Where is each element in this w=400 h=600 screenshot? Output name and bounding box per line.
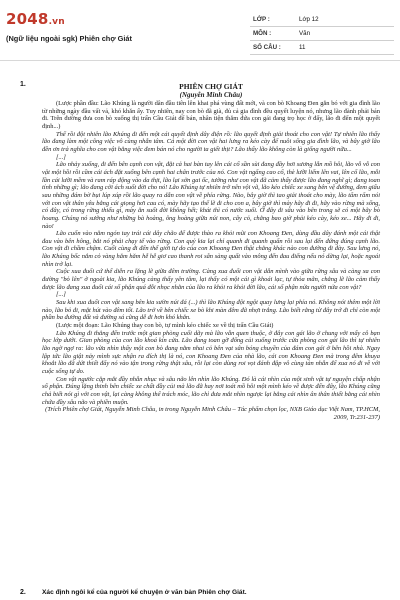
meta-key: MÔN :: [250, 27, 296, 41]
passage-paragraph: (Lược phần đầu: Lão Khúng là người dân đầu tiên lên khai phá vùng đất mới, và con bò Khoang Đen gắn bó với gia đình lão từ những ngày đầu vất vả, khó khăn ấy. Tuy nhiên, nay con bò đã già, đủ cả gia đình đều quyết luyện nó, nhưng lão đành phải bán đi. Trên đường đưa con bò xuống thị trấn Cầu Giát để bán, nhân tiện thăm đứa con gái đang trọ học ở đấy, lão đi đến một quyết định...): [42, 100, 380, 130]
meta-key: SỐ CÂU :: [250, 41, 296, 55]
passage-paragraph: Cuộc xua đuổi cứ thế diễn ra lặng lẽ giữa đêm trường. Càng xua đuổi con vật dẫn mình vào giữa rừng sâu và càng xa con đường "bỏ lên" ở ngoài kia, lão Khúng càng thấy yên tâm, lại thấy có một cái gì khoái lạc, tự thỏa mãn, chẳng lẽ lão cảm thấy được lão đang xua đuổi cái số phận quá đỗi nhọc nhằn của lão ra khỏi ra khỏi đời lão, cái số phận nửa người nửa con vật?: [42, 268, 380, 291]
meta-key: LỚP :: [250, 13, 296, 27]
question-number: 1.: [20, 81, 26, 88]
meta-row-question-count: [250, 41, 394, 55]
passage-paragraph: Lão cuốn vào năm ngón tay trái cái dây chão để được thào ra khỏi mũi con Khoang Đen, dùng đầu dây đánh một cái thật đau vào bên hông, bắt nó phải chạy tế vào rừng. Con quỷ kia lại chỉ quanh đi quanh quẩn rồi sau lại đến đứng đúng cạnh lão. Con vật đi chầm chậm. Cuối cùng đi đến thế giới tự do của con Khoang Đen thật chẳng khác nào con đường đi đày. Sau lưng nó, lão Khúng bốc nắm cỏ vàng hăm hăm hễ hễ giơ cao thanh roi sẵn sàng quất vào mông đến đau điếng nếu nó dừng lại, hoặc ngoái nhìn trở lại.: [42, 230, 380, 268]
question-number: 2.: [20, 589, 26, 596]
header-divider: [0, 60, 400, 61]
passage-paragraph: Thế rồi đột nhiên lão Khúng đi đến một cái quyết định dây điện rồ: lão quyết định giải thoát cho con vật! Tự nhiên lão thấy lão đang làm một công việc vô cùng nhẫn tâm. Cả một đời con vật hai lưng ra kéo cày để nuôi sống gia đình lão, và bây giờ lão đền ơn trả nghĩa cho con vật bằng việc đem bán nó cho người ta giết thịt? Lão thấy lão không còn là giống người nữa...: [42, 130, 380, 153]
meta-row-subject: [250, 27, 394, 41]
meta-value: Văn: [296, 27, 394, 41]
meta-table: [250, 13, 394, 55]
site-logo[interactable]: 2048.vn: [6, 10, 65, 28]
passage-title: PHIÊN CHỢ GIÁT: [179, 82, 243, 91]
passage-paragraph: Con vật ngước cặp mắt đầy nhẫn nhục và sâu não lên nhìn lão Khúng. Đó là cái nhìn của một sinh vật tự nguyện chấp nhận số phận. Đúng lặng thinh bên chiếc xe chất đầy củi mà lão đã hay nơi toát mồ hôi một mình kéo về được đến đây, lão Khúng cũng chả biết nói gì với con vật, lại càng không thể trách móc, lão chỉ đưa mắt nhìn ngược lại bằng cái nhìn ân thân thiết bằng cái nhìn chứa đầy sâu não và phiền muộn.: [42, 375, 380, 406]
page-subtitle: (Ngữ liệu ngoài sgk) Phiên chợ Giát: [6, 34, 132, 43]
question-text: Xác định ngôi kể của người kể chuyện ở văn bản Phiên chợ Giát.: [42, 589, 247, 596]
passage-paragraph: Lão nhảy xuống, đi đến bên cạnh con vật, đặt cả hai bàn tay lên cái cổ sần sùi đang đầy hơi sương lẫn mồ hôi, lão vỗ vỗ con vật một hồi rồi cầm cái ách đặt xuống bên cạnh hai chân trước của nó. Con vật ngẩng cao cổ, thè lưỡi liếm lên vai, lên cổ lão, mỗi lần cái lưỡi mềm và ram ráp động vào da thịt, lão lại sởn gai ốc, tưởng như con vật đã cảm thấy được lão đang nghĩ gì; đang toan tính những gì; lão đang cởi ách suốt đời cho nó! Lão Khúng tự nhiên trở nên vội vã, lão kéo chiếc xe sang bên vệ đường, đem giấu sau những đám bờ bụi lúp xúp rồi lão quay ra dẫn con vật về phía rừng. Nào, bây giờ thì tao giải thoát cho mày, lão tẩm rẩm nói với con vật thân yêu bằng cái giọng hơi cau có, mày hãy tạo thế lẽ đi cho con a, bây giờ thì mày hãy đi đi, hãy vào rừng mà sống, có đây, có trong rừng thiếu gì, mày ăn suốt đời không hết; khát thì có nước suối. Ở đây đi sâu vào bên trong sẽ có một bãy bò hoang. Chúng nó sướng như những bà hoàng, ông hoàng giữa núi non, cây cỏ, chẳng bao giờ phải kéo cày, kéo xe... Hãy đi đi, nào!: [42, 161, 380, 230]
passage-paragraph: [...]: [56, 291, 66, 299]
meta-value: Lớp 12: [296, 13, 394, 27]
meta-row-class: [250, 13, 394, 27]
passage-paragraph: Lão Khúng đi thẳng đến trước một gian phòng cuối dãy mà lão vẫn quen thuộc, ở đây con gái lão ở chung với mấy cô bạn học lớp dưới. Gian phòng của con lão khoá kín cửa. Lão đang toan gỡ đống củi xuống trước cửa phòng con gái lão thì tự nhiên lão ngờ ngợ ra: lão vừa nhìn thấy một con bò đang nằm nhai cỏ bên vạt sân bóng chuyền của đám con gái ở bên hồi nhà. Ngay lập tức lão giật nảy mình sực nhận ra đích thị là nó, con Khoang Đen của nhà lão, cái con Khoang Đen mà trong đêm khuya khoắt lão đã dứt thiết đẩy nó vào tận trong rừng thật sâu, rồi lại còn dùng roi vọt đánh đập vô cùng tàn nhẫn để xua nó đi về với cuộc sống tự do.: [42, 329, 380, 375]
passage-paragraph: [...]: [56, 153, 66, 161]
meta-value: 11: [296, 41, 394, 55]
reading-passage: [42, 82, 380, 422]
passage-body: [42, 100, 380, 422]
passage-author: (Nguyễn Minh Châu): [179, 91, 243, 99]
page-header: [0, 0, 400, 58]
passage-paragraph: Sau khi xua đuổi con vật sang bên kia sườn núi đá (...) thì lão Khúng đột ngột quay lưng lại phía nó. Không nói thêm một lời nào, lão bỏ đi, mặt hút vào đêm tối. Lão trở về bên chiếc xe bò khi màn đêm đã nhợt trắng. Lão biết rằng từ đây trở đi chỉ còn một phần ba đường đất và đường sá cũng dễ đi hơn khó khăn.: [42, 299, 380, 322]
passage-citation: (Trích Phiên chợ Giát, Nguyễn Minh Châu, in trong Nguyễn Minh Châu – Tác phẩm chọn lọc, NXB Giáo dục Việt Nam, TP.HCM, 2009, Tr.231-237): [45, 406, 380, 421]
passage-paragraph: (Lược một đoạn: Lão Khúng thay con bò, tự mình kéo chiếc xe về thị trấn Cầu Giát): [56, 322, 274, 330]
